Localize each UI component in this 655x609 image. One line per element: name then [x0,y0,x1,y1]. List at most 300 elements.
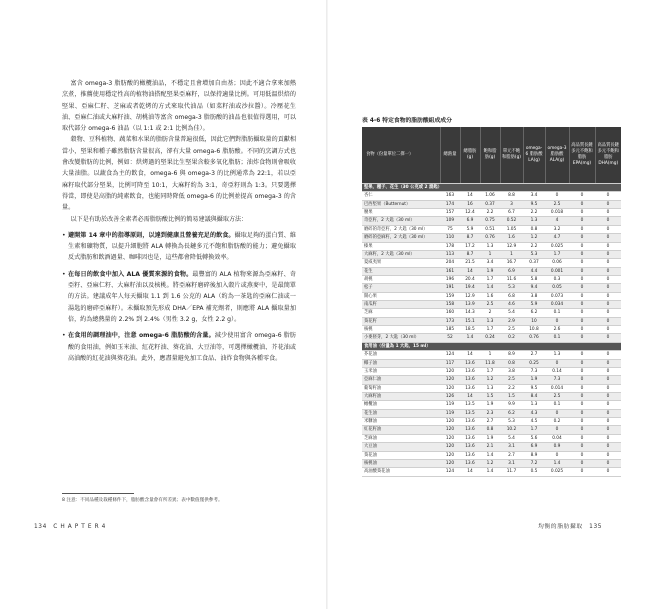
nutrient-value-cell: 1.9 [480,267,500,275]
nutrient-value-cell: 10 [523,317,545,325]
food-name-cell: 核桃油 [362,459,440,467]
nutrient-value-cell: 4.4 [523,267,545,275]
nutrient-value-cell: 9.9 [500,401,523,409]
nutrient-value-cell: 2.2 [480,209,500,217]
nutrient-value-cell: 0 [595,200,621,208]
nutrient-value-cell: 0 [569,317,595,325]
nutrient-value-cell: 5.4 [500,309,523,317]
nutrient-value-cell: 0 [595,275,621,283]
nutrient-value-cell: 0 [569,301,595,309]
nutrient-value-cell: 13.6 [460,384,480,392]
nutrient-value-cell: 126 [440,392,460,400]
nutrient-value-cell: 1.7 [545,250,569,258]
nutrient-value-cell: 0 [569,242,595,250]
nutrient-value-cell: 11.6 [500,275,523,283]
nutrient-value-cell: 14.3 [460,309,480,317]
nutrient-value-cell: 0 [595,301,621,309]
nutrient-value-cell: 158 [440,301,460,309]
nutrient-value-cell: 1.2 [480,459,500,467]
table-row [362,284,621,292]
nutrient-value-cell: 5.6 [523,434,545,442]
nutrient-value-cell: 4.6 [500,301,523,309]
nutrient-value-cell: 119 [440,409,460,417]
nutrient-value-cell: 14 [460,192,480,200]
food-name-cell: 芝麻油 [362,434,440,442]
table-row [362,309,621,317]
nutrient-value-cell: 9.4 [523,284,545,292]
folio-left: 134 C H A P T E R 4 [34,524,106,530]
nutrient-value-cell: 0 [569,401,595,409]
nutrient-value-cell: 0 [595,459,621,467]
table-row [362,459,621,467]
nutrient-value-cell: 1.3 [523,217,545,225]
nutrient-value-cell: 0 [569,267,595,275]
footnote: 8 注意：不同品種及栽種條件下，脂肪酸含量會有所差異；表中數值僅供參考。 [62,498,223,503]
nutrient-value-cell: 0.025 [545,242,569,250]
nutrient-value-cell: 0 [545,451,569,459]
nutrient-value-cell: 13.6 [460,367,480,375]
food-name-cell: 核桃 [362,326,440,334]
nutrient-value-cell: 178 [440,242,460,250]
nutrient-value-cell: 5.9 [460,225,480,233]
nutrient-value-cell: 1.9 [480,401,500,409]
bullet-1-text: 攝取足夠的蛋白質、維生素和礦物質，以提升細胞將 ALA 轉換為長鏈多元不飽和脂肪酸的能力；避免攝取反式脂肪和飲酒過量、咖啡因也是，這些都會降低轉換效率。 [68,231,296,262]
nutrient-value-cell: 120 [440,367,460,375]
nutrient-value-cell: 17.2 [460,242,480,250]
table-header-cell: 高品質長鏈多元不飽和脂肪 EPA(mg) [569,127,595,184]
nutrient-value-cell: 2.5 [545,200,569,208]
nutrient-value-cell: 0 [545,359,569,367]
nutrient-value-cell: 2.5 [500,326,523,334]
nutrient-value-cell: 163 [440,192,460,200]
nutrient-value-cell: 0.52 [500,217,523,225]
nutrient-value-cell: 0.8 [523,225,545,233]
table-header-cell: 食物（份量單位二擇一） [362,127,440,184]
table-row [362,192,621,200]
nutrient-value-cell: 6.7 [500,209,523,217]
nutrient-value-cell: 0 [595,217,621,225]
nutrient-value-cell: 8.7 [460,234,480,242]
table-row [362,418,621,426]
nutrient-value-cell: 9.5 [523,200,545,208]
food-name-cell: 奇亞籽，2 大匙（30 ml） [362,217,440,225]
nutrient-value-cell: 0 [569,234,595,242]
nutrient-value-cell: 4.3 [523,409,545,417]
table-header-cell: 總熱量 [440,127,460,184]
table-row [362,392,621,400]
nutrient-value-cell: 159 [440,292,460,300]
nutrient-value-cell: 0 [595,250,621,258]
nutrient-value-cell: 0 [569,259,595,267]
nutrient-value-cell: 161 [440,267,460,275]
nutrient-value-cell: 3.1 [500,459,523,467]
food-name-cell: 大豆油 [362,443,440,451]
nutrient-value-cell: 2.2 [523,209,545,217]
nutrient-value-cell: 0 [595,334,621,342]
nutrient-value-cell: 12.9 [460,292,480,300]
nutrient-value-cell: 5.4 [500,434,523,442]
bullet-2-lead: 在每日的飲食中加入 ALA 優質來源的食物。 [68,270,193,278]
nutrient-value-cell: 6.9 [500,267,523,275]
nutrient-value-cell: 10.2 [500,426,523,434]
table-row [362,384,621,392]
folio-right: 均衡的脂肪攝取 135 [538,524,603,530]
nutrient-value-cell: 0 [569,434,595,442]
nutrient-value-cell: 0 [595,401,621,409]
nutrient-value-cell: 0 [595,192,621,200]
nutrient-value-cell: 119 [440,401,460,409]
nutrient-value-cell: 1.3 [480,384,500,392]
table-row [362,367,621,375]
table-row [362,292,621,300]
nutrient-value-cell: 124 [440,351,460,359]
nutrient-value-cell: 1.4 [480,284,500,292]
food-name-cell: 榛果 [362,242,440,250]
nutrient-value-cell: 2.5 [480,301,500,309]
nutrient-value-cell: 0 [569,225,595,233]
nutrient-value-cell: 1.06 [480,192,500,200]
food-name-cell: 椰子油 [362,359,440,367]
nutrient-value-cell: 13.5 [460,409,480,417]
food-name-cell: 紅花籽油 [362,426,440,434]
nutrient-value-cell: 1 [480,351,500,359]
nutrient-value-cell: 0 [569,192,595,200]
nutrient-value-cell: 0.5 [523,468,545,476]
nutrient-value-cell: 4.5 [523,418,545,426]
food-name-cell: 大麻籽油 [362,392,440,400]
nutrient-value-cell: 191 [440,284,460,292]
nutrient-value-cell: 185 [440,326,460,334]
table-row [362,301,621,309]
table-section-label: 堅果、種子、花生（30 公克或 2 湯匙） [362,184,621,192]
nutrient-value-cell: 0 [595,384,621,392]
nutrient-value-cell: 0.06 [545,259,569,267]
table-row [362,359,621,367]
nutrient-value-cell: 0.76 [480,234,500,242]
nutrient-value-cell: 2.7 [480,418,500,426]
table-header-cell: omega-6 脂肪酸 LA(g) [523,127,545,184]
nutrient-value-cell: 0 [569,200,595,208]
nutrient-value-cell: 2.7 [523,351,545,359]
nutrient-value-cell: 0.37 [480,200,500,208]
nutrient-value-cell: 11.8 [480,359,500,367]
nutrient-value-cell: 7.3 [523,367,545,375]
nutrient-value-cell: 1.4 [460,334,480,342]
nutrient-value-cell: 0.2 [500,334,523,342]
food-name-cell: 米糠油 [362,418,440,426]
nutrient-value-cell: 0.2 [545,418,569,426]
food-name-cell: 磨碎的亞麻籽，2 大匙（30 ml） [362,234,440,242]
food-name-cell: 葵花油 [362,451,440,459]
bullet-3 [62,330,296,364]
nutrient-value-cell: 18.5 [460,326,480,334]
nutrient-value-cell: 0 [595,234,621,242]
nutrient-value-cell: 1.2 [523,234,545,242]
bullet-2-text: 最豐富的 ALA 植物來源為亞麻籽、奇亞籽、亞麻仁籽、大麻籽油以及核桃。將亞麻籽磨碎後加入穀片或燕麥中，是最簡單的方法。建議成年人每天攝取 1.1 到 1.6 公克的 ALA（約為一茶匙的亞麻仁油或一湯匙的磨碎亞麻籽）。未攝取預先形成 DHA／EPA 補充劑者，則應將 ALA 攝取量加倍，約為總熱量的 2.2% 到 2.4%（男性 3.2 g，女性 2.2 g）。 [68,270,296,323]
nutrient-value-cell: 1.6 [480,292,500,300]
nutrient-value-cell: 2.1 [480,443,500,451]
nutrient-value-cell: 0.034 [545,301,569,309]
nutrient-value-cell: 157 [440,209,460,217]
table-row [362,401,621,409]
nutrient-value-cell: 0 [595,418,621,426]
nutrient-value-cell: 0.1 [545,309,569,317]
nutrient-value-cell: 1.3 [480,317,500,325]
nutrient-value-cell: 5.8 [523,275,545,283]
nutrient-value-cell: 8.9 [523,451,545,459]
fatty-acid-table [362,127,621,477]
nutrient-value-cell: 0 [569,334,595,342]
table-header-cell: omega-3 脂肪酸 ALA(g) [545,127,569,184]
nutrient-value-cell: 1.3 [545,351,569,359]
food-name-cell: 芝麻 [362,309,440,317]
table-row [362,451,621,459]
food-name-cell: 胡桃 [362,275,440,283]
nutrient-value-cell: 120 [440,434,460,442]
table-row [362,468,621,476]
nutrient-value-cell: 0.05 [545,284,569,292]
nutrient-value-cell: 0 [595,409,621,417]
nutrient-value-cell: 0 [545,409,569,417]
nutrient-value-cell: 13.6 [460,418,480,426]
nutrient-value-cell: 0.001 [545,267,569,275]
food-name-cell: 巴西堅果（Butternut） [362,200,440,208]
nutrient-value-cell: 12.4 [460,209,480,217]
table-section-row [362,342,621,350]
body-paragraph-2: 穀物、豆科植物、蔬菜和水果的脂肪含量普遍很低，因此它們對脂肪攝取量的貢獻相當小，堅果和種子雖然脂肪含量很高，卻有大量 omega-6 脂肪酸。不同的烹調方式也會改變脂肪的比例，例如：烘烤過的堅果比生堅果含較多氧化脂肪；油炸食物則會吸收大量油脂。以蔬食為主的飲食，omega-6 與 omega-3 的比例通常為 22:1，若以亞麻籽取代部分堅果，比例可降至 10:1，大麻籽約為 3:1，奇亞籽則為 1:3。只要選擇得當，即使是高脂的純素飲食，也能同時降低 omega-6 的比例並提高 omega-3 的含量。 [62,136,296,212]
nutrient-value-cell: 14 [460,468,480,476]
nutrient-value-cell: 5.3 [500,284,523,292]
table-row [362,259,621,267]
nutrient-value-cell: 20.4 [460,275,480,283]
food-name-cell: 腰果 [362,209,440,217]
nutrient-value-cell: 0 [569,275,595,283]
table-row [362,326,621,334]
nutrient-value-cell: 6.9 [460,217,480,225]
table-header-cell: 總脂肪(g) [460,127,480,184]
bullet-2 [62,269,296,325]
nutrient-value-cell: 14 [460,392,480,400]
nutrient-value-cell: 120 [440,451,460,459]
nutrient-value-cell: 3 [500,200,523,208]
body-text [62,78,296,364]
nutrient-value-cell: 0.1 [545,334,569,342]
bullet-1 [62,230,296,264]
nutrient-value-cell: 11.7 [500,468,523,476]
nutrient-value-cell: 1.4 [480,468,500,476]
footnote-rule [62,493,134,494]
nutrient-value-cell: 120 [440,384,460,392]
nutrient-value-cell: 120 [440,443,460,451]
nutrient-value-cell: 0.8 [500,359,523,367]
nutrient-value-cell: 0 [569,351,595,359]
table-row [362,317,621,325]
food-name-cell: 大麻籽，2 大匙（30 ml） [362,250,440,258]
nutrient-value-cell: 13.6 [460,451,480,459]
nutrient-value-cell: 0 [569,468,595,476]
nutrient-value-cell: 120 [440,418,460,426]
nutrient-value-cell: 204 [440,259,460,267]
nutrient-value-cell: 0.25 [523,359,545,367]
nutrient-value-cell: 0 [569,376,595,384]
nutrient-value-cell: 19.4 [460,284,480,292]
table-row [362,409,621,417]
nutrient-value-cell: 0 [595,267,621,275]
nutrient-value-cell: 174 [440,200,460,208]
table-row [362,200,621,208]
nutrient-value-cell: 16.7 [500,259,523,267]
nutrient-value-cell: 0 [569,459,595,467]
food-name-cell: 杏仁 [362,192,440,200]
nutrient-value-cell: 0 [569,326,595,334]
table-row [362,275,621,283]
nutrient-value-cell: 1 [480,250,500,258]
nutrient-value-cell: 0 [595,443,621,451]
nutrient-value-cell: 0 [595,259,621,267]
nutrient-value-cell: 2.3 [480,409,500,417]
nutrient-value-cell: 0 [569,426,595,434]
nutrient-value-cell: 160 [440,309,460,317]
nutrient-value-cell: 0.9 [545,443,569,451]
food-name-cell: 高油酸葵花油 [362,468,440,476]
nutrient-value-cell: 0 [595,309,621,317]
nutrient-value-cell: 3.8 [500,367,523,375]
nutrient-value-cell: 0 [569,418,595,426]
nutrient-value-cell: 4 [545,217,569,225]
nutrient-value-cell: 124 [440,468,460,476]
nutrient-value-cell: 2.9 [500,317,523,325]
nutrient-value-cell: 0 [569,451,595,459]
nutrient-value-cell: 2.5 [500,376,523,384]
nutrient-value-cell: 110 [440,234,460,242]
food-name-cell: 松子 [362,284,440,292]
table-section-label: 食用油（份量為 1 大匙，15 ml） [362,342,621,350]
nutrient-value-cell: 0 [569,443,595,451]
nutrient-value-cell: 13.6 [460,443,480,451]
nutrient-value-cell: 5.3 [523,250,545,258]
nutrient-value-cell: 15.1 [460,317,480,325]
nutrient-value-cell: 8.9 [500,351,523,359]
nutrient-value-cell: 13.6 [460,376,480,384]
table-row [362,234,621,242]
nutrient-value-cell: 0.51 [480,225,500,233]
nutrient-value-cell: 7.3 [545,376,569,384]
nutrient-value-cell: 6.9 [523,443,545,451]
nutrient-value-cell: 0.76 [523,334,545,342]
nutrient-value-cell: 0 [569,284,595,292]
nutrient-value-cell: 3.2 [545,225,569,233]
food-name-cell: 小麥胚芽，2 大匙（30 ml） [362,334,440,342]
nutrient-value-cell: 0 [595,209,621,217]
nutrient-value-cell: 6.8 [500,292,523,300]
nutrient-value-cell: 0 [595,284,621,292]
table-row [362,434,621,442]
nutrient-value-cell: 0 [569,384,595,392]
nutrient-value-cell: 0 [545,426,569,434]
table-header-cell: 飽和脂肪(g) [480,127,500,184]
table-body [362,184,621,477]
nutrient-value-cell: 5.3 [500,418,523,426]
nutrient-value-cell: 0 [595,468,621,476]
nutrient-value-cell: 14 [460,267,480,275]
nutrient-value-cell: 120 [440,426,460,434]
nutrient-value-cell: 1.5 [500,392,523,400]
nutrient-value-cell: 0.1 [545,401,569,409]
nutrient-value-cell: 8.4 [523,392,545,400]
nutrient-value-cell: 1.4 [480,451,500,459]
body-paragraph-3: 以下是有助於改善全素者必需脂肪酸比例的簡易建議與攝取方法： [70,215,248,223]
nutrient-value-cell: 196 [440,275,460,283]
nutrient-value-cell: 0 [595,317,621,325]
nutrient-value-cell: 0 [595,292,621,300]
nutrient-value-cell: 14 [460,351,480,359]
nutrient-value-cell: 0.3 [545,275,569,283]
nutrient-value-cell: 1.4 [545,459,569,467]
nutrient-value-cell: 5.9 [523,301,545,309]
nutrient-value-cell: 1.05 [500,225,523,233]
nutrient-value-cell: 16 [460,200,480,208]
table-row [362,267,621,275]
nutrient-value-cell: 8.8 [500,192,523,200]
nutrient-value-cell: 0 [595,392,621,400]
nutrient-value-cell: 1.7 [480,326,500,334]
table-row [362,334,621,342]
nutrient-value-cell: 13.6 [460,459,480,467]
table-header-cell: 單元不飽和脂肪(g) [500,127,523,184]
nutrient-value-cell: 2.2 [523,242,545,250]
nutrient-value-cell: 13.5 [460,401,480,409]
nutrient-value-cell: 1.5 [480,392,500,400]
food-name-cell: 磨碎的奇亞籽，2 大匙（30 ml） [362,225,440,233]
nutrient-value-cell: 2.6 [545,326,569,334]
table-row [362,376,621,384]
nutrient-value-cell: 0 [595,359,621,367]
nutrient-value-cell: 0.025 [545,468,569,476]
nutrient-value-cell: 13.6 [460,359,480,367]
nutrient-value-cell: 0.37 [523,259,545,267]
nutrient-value-cell: 0 [569,292,595,300]
food-name-cell: 玉米油 [362,367,440,375]
table-row [362,225,621,233]
nutrient-value-cell: 0 [569,309,595,317]
table-header-row [362,127,621,184]
nutrient-value-cell: 0 [545,192,569,200]
table-section-row [362,184,621,192]
nutrient-value-cell: 9.5 [523,384,545,392]
food-name-cell: 花生油 [362,409,440,417]
nutrient-value-cell: 0 [569,367,595,375]
table-row [362,242,621,250]
nutrient-value-cell: 3.4 [480,259,500,267]
nutrient-value-cell: 0 [595,426,621,434]
nutrient-value-cell: 2.5 [545,392,569,400]
nutrient-value-cell: 0.24 [480,334,500,342]
bullet-3-text: 減少使用富含 omega-6 脂肪酸的食用油，例如玉米油、紅花籽油、葵花油、大豆油等，可選擇橄欖油、芥花油或高油酸的紅花油與葵花油。此外，應盡量避免加工食品、油炸食物與各種零食。 [68,332,296,362]
nutrient-value-cell: 0 [545,317,569,325]
nutrient-value-cell: 3.1 [500,443,523,451]
nutrient-value-cell: 1.3 [523,401,545,409]
food-name-cell: 開心果 [362,292,440,300]
nutrient-value-cell: 1.7 [480,367,500,375]
nutrient-value-cell: 2 [480,309,500,317]
nutrient-value-cell: 0.018 [545,209,569,217]
food-name-cell: 夏威夷果 [362,259,440,267]
nutrient-value-cell: 1.9 [480,434,500,442]
nutrient-value-cell: 0 [569,392,595,400]
nutrient-value-cell: 75 [440,225,460,233]
nutrient-value-cell: 117 [440,359,460,367]
nutrient-value-cell: 2.2 [500,384,523,392]
